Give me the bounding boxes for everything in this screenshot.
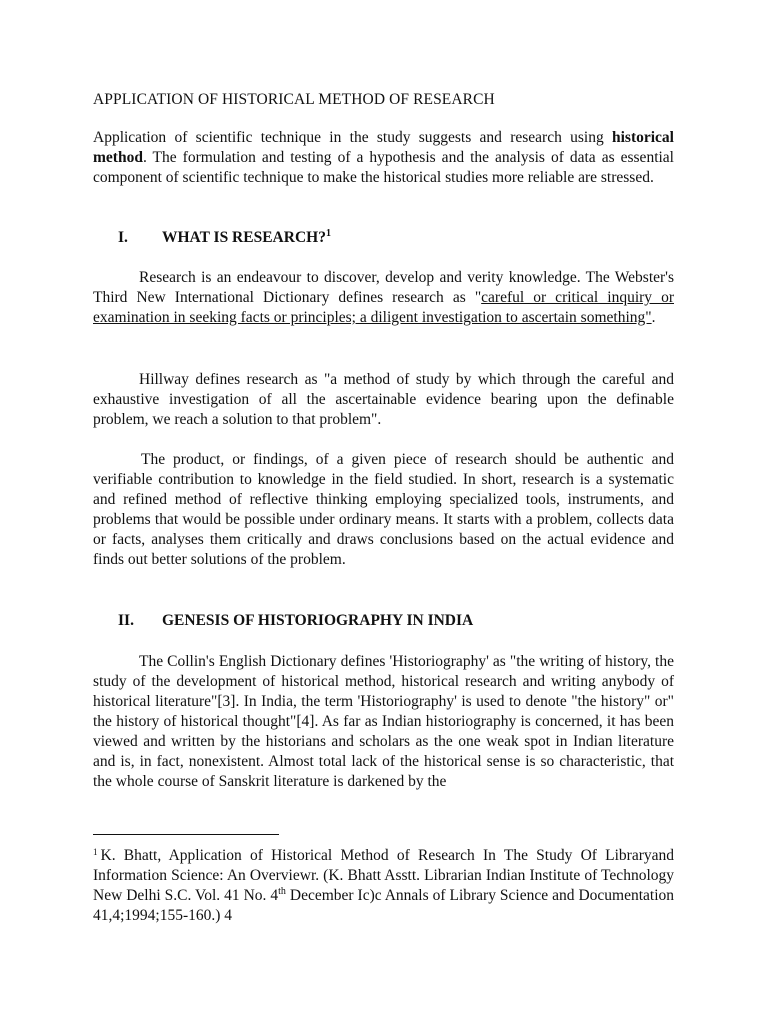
dictionary-quote: careful or critical inquiry or examination in seeking facts or principles; a diligent investigation to ascertain something": [93, 289, 674, 326]
research-definition-paragraph: [93, 268, 674, 328]
research-definition-end: .: [651, 309, 656, 326]
product-findings-paragraph: The product, or findings, of a given piece of research should be authentic and verifiable contribution to knowledge in the field studied. In short, research is a systematic and refined method of reflective thinking employing specialized tools, instruments, and problems that would be possible under ordinary means. It starts with a problem, collects data or facts, analyses them critically and draws conclusions based on the actual evidence and finds out better solutions of the problem.: [93, 451, 674, 568]
intro-text-1: Application of scientific technique in the study suggests and research using: [93, 129, 612, 146]
footnote-text-2: December Ic)c Annals of Library Science and Documentation 41,4;1994;155-160.) 4: [93, 887, 675, 924]
section-1-heading: [118, 228, 674, 248]
intro-paragraph: [93, 128, 674, 188]
section-2-heading: [118, 611, 674, 631]
section-2-title: GENESIS OF HISTORIOGRAPHY IN INDIA: [162, 612, 474, 629]
footnote-separator: [93, 834, 279, 835]
footnote-mark: 1: [93, 847, 98, 857]
historiography-paragraph: The Collin's English Dictionary defines 'Historiography' as "the writing of history, the study of the development of historical method, historical research and writing anybody of historical literature"[3]. In India, the term 'Historiography' is used to denote "the history" or" the history of historical thought"[4]. As far as Indian historiography is concerned, it has been viewed and written by the historians and scholars as the one weak spot in Indian literature and is, in fact, nonexistent. Almost total lack of the historical sense is so characteristic, that the whole course of Sanskrit literature is darkened by the: [93, 653, 674, 790]
section-1-title: WHAT IS RESEARCH?: [162, 229, 326, 246]
document-title: APPLICATION OF HISTORICAL METHOD OF RESEARCH: [93, 91, 495, 108]
hillway-paragraph: Hillway defines research as "a method of study by which through the careful and exhaustive investigation of all the ascertainable evidence bearing upon the definable problem, we reach a solution to that problem".: [93, 371, 674, 428]
section-1-number: I.: [118, 229, 128, 246]
footnote-reference: 1: [325, 228, 331, 239]
intro-text-2: . The formulation and testing of a hypothesis and the analysis of data as essential component of scientific technique to make the historical studies more reliable are stressed.: [93, 149, 674, 186]
intro-bold-term: historical method: [93, 129, 674, 166]
research-definition-text: Research is an endeavour to discover, develop and verity knowledge. The Webster's Third New International Dictionary defines research as ": [93, 269, 674, 306]
footnote: [93, 842, 674, 926]
footnote-text-1: K. Bhatt, Application of Historical Method of Research In The Study Of Libraryand Information Science: An Overviewr. (K. Bhatt Asstt. Librarian Indian Institute of Technology New Delhi S.C. Vol. 41 No. 4: [93, 847, 674, 904]
section-2-number: II.: [118, 612, 134, 629]
footnote-superscript: th: [278, 886, 286, 897]
